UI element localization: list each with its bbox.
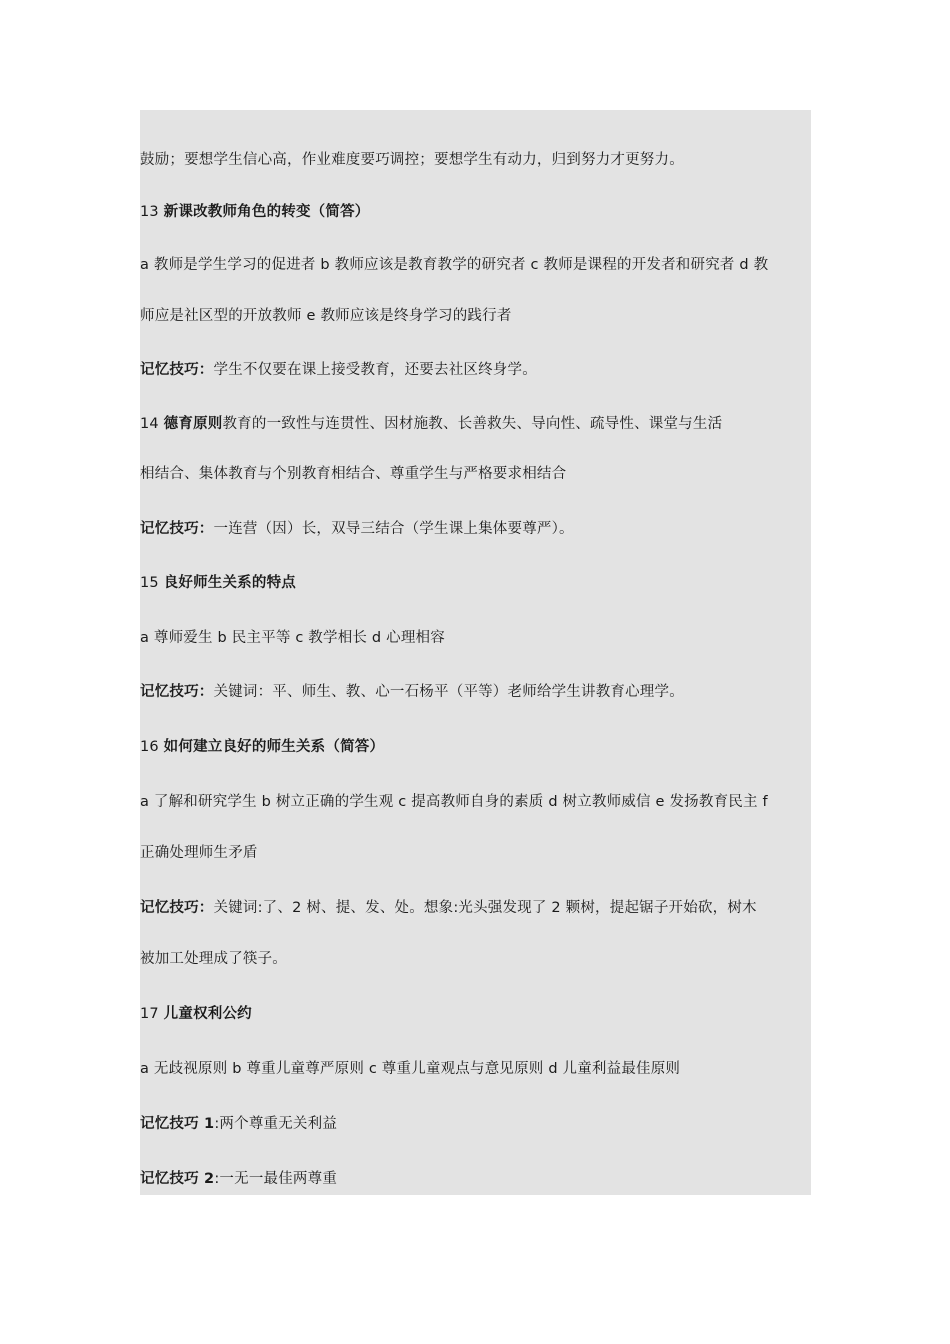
section-heading-14 xyxy=(140,414,722,434)
section-heading-16 xyxy=(140,737,384,757)
memory-tip-label: 记忆技巧： xyxy=(140,684,214,700)
memory-tip xyxy=(140,360,537,380)
paragraph-line xyxy=(140,1059,680,1079)
line-text: a 尊师爱生 b 民主平等 c 教学相长 d 心理相容 xyxy=(140,630,445,646)
line-text: 被加工处理成了筷子。 xyxy=(140,951,287,967)
memory-tip-label: 记忆技巧： xyxy=(140,900,214,916)
section-title: 儿童权利公约 xyxy=(163,1006,252,1022)
memory-tip xyxy=(140,519,574,539)
line-text: 相结合、集体教育与个别教育相结合、尊重学生与严格要求相结合 xyxy=(140,466,567,482)
memory-tip xyxy=(140,1169,337,1189)
paragraph-line xyxy=(140,843,258,863)
paragraph-line xyxy=(140,628,445,648)
line-text: 师应是社区型的开放教师 e 教师应该是终身学习的践行者 xyxy=(140,308,512,324)
line-text: 教育的一致性与连贯性、因材施教、长善救失、导向性、疏导性、课堂与生活 xyxy=(222,416,723,432)
line-text: a 了解和研究学生 b 树立正确的学生观 c 提高教师自身的素质 d 树立教师威信 e 发扬教育民主 f xyxy=(140,794,768,810)
memory-tip-label: 记忆技巧： xyxy=(140,521,214,537)
paragraph-line xyxy=(140,255,768,275)
line-text: 正确处理师生矛盾 xyxy=(140,845,258,861)
section-number: 15 xyxy=(140,575,164,591)
memory-tip-text: :一无一最佳两尊重 xyxy=(214,1171,338,1187)
section-heading-17 xyxy=(140,1004,252,1024)
memory-tip xyxy=(140,682,684,702)
paragraph-line xyxy=(140,792,768,812)
section-number: 16 xyxy=(140,739,164,755)
memory-tip-text: 一连营（因）长，双导三结合（学生课上集体要尊严）。 xyxy=(213,521,574,537)
paragraph-line xyxy=(140,150,684,170)
line-text: a 无歧视原则 b 尊重儿童尊严原则 c 尊重儿童观点与意见原则 d 儿童利益最佳原则 xyxy=(140,1061,681,1077)
memory-tip xyxy=(140,1114,337,1134)
paragraph-line xyxy=(140,949,287,969)
memory-tip-text: :两个尊重无关利益 xyxy=(214,1116,338,1132)
paragraph-line xyxy=(140,306,512,326)
line-text: a 教师是学生学习的促进者 b 教师应该是教育教学的研究者 c 教师是课程的开发者和研究者 d 教 xyxy=(140,257,769,273)
section-number: 17 xyxy=(140,1006,164,1022)
memory-tip-text: 关键词：平、师生、教、心一石杨平（平等）老师给学生讲教育心理学。 xyxy=(213,684,684,700)
memory-tip-label: 记忆技巧 2 xyxy=(140,1171,215,1187)
section-heading-13 xyxy=(140,202,369,222)
section-title: 新课改教师角色的转变（简答） xyxy=(163,204,370,220)
document-page xyxy=(140,110,811,1195)
section-title: 良好师生关系的特点 xyxy=(163,575,296,591)
section-title: 德育原则 xyxy=(163,416,223,432)
section-number: 13 xyxy=(140,204,164,220)
line-text: 鼓励；要想学生信心高，作业难度要巧调控；要想学生有动力，归到努力才更努力。 xyxy=(140,152,684,168)
section-heading-15 xyxy=(140,573,296,593)
memory-tip-text: 学生不仅要在课上接受教育，还要去社区终身学。 xyxy=(213,362,537,378)
memory-tip-label: 记忆技巧： xyxy=(140,362,214,378)
section-title: 如何建立良好的师生关系（简答） xyxy=(163,739,385,755)
section-number: 14 xyxy=(140,416,164,432)
memory-tip xyxy=(140,898,757,918)
paragraph-line xyxy=(140,464,566,484)
memory-tip-label: 记忆技巧 1 xyxy=(140,1116,215,1132)
memory-tip-text: 关键词:了、2 树、提、发、处。想象:光头强发现了 2 颗树，提起锯子开始砍，树木 xyxy=(213,900,757,916)
